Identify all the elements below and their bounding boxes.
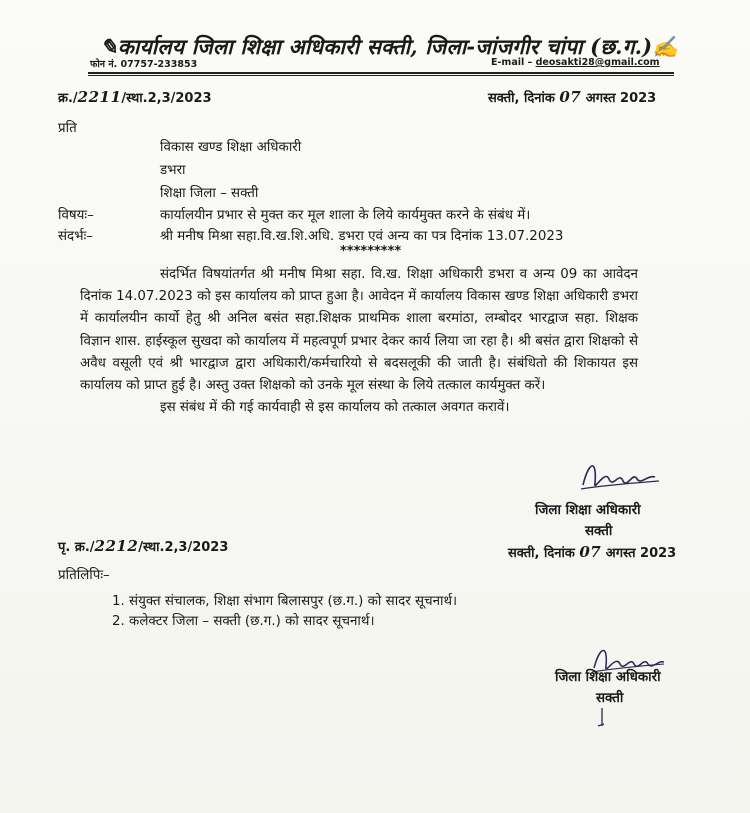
order-number-handwritten: 2211 bbox=[77, 88, 122, 106]
letterhead-title: ✎कार्यालय जिला शिक्षा अधिकारी सक्ती, जिला-जांजगीर चांपा (छ.ग.)✍ bbox=[100, 34, 679, 59]
signature-1-title: जिला शिक्षा अधिकारी bbox=[535, 503, 641, 518]
letterhead-email bbox=[491, 57, 660, 68]
copy-order-date-day: 07 bbox=[579, 543, 602, 561]
signature-2-flourish bbox=[592, 706, 612, 728]
subject-text: कार्यालयीन प्रभार से मुक्त कर मूल शाला के लिये कार्यमुक्त करने के संबंध में। bbox=[160, 208, 531, 223]
reference-label: संदर्भः– bbox=[58, 229, 93, 244]
email-label: E-mail – bbox=[491, 57, 533, 68]
copy-label: प्रतिलिपिः– bbox=[58, 568, 110, 583]
signature-1-scribble bbox=[575, 455, 665, 500]
copy-order-number: पृ. क्र./2212/स्था.2,3/2023 bbox=[58, 537, 229, 555]
header-divider-thin bbox=[88, 75, 674, 76]
body-paragraph-1: संदर्भित विषयांतर्गत श्री मनीष मिश्रा सहा. वि.ख. शिक्षा अधिकारी डभरा व अन्य 09 का आवेदन दिनांक 14.07.2023 को इस कार्यालय को प्राप्त हुआ है। आवेदन में कार्यालय विकास खण्ड शिक्षा अधिकारी डभरा में कार्यालयीन कार्यो हेतु श्री अनिल बसंत सहा.शिक्षक प्राथमिक शाला बरमांठा, लम्बोदर भारद्वाज सहा. शिक्षक विज्ञान शास. हाईस्कूल सुखदा को कार्यालय में महत्वपूर्ण प्रभार देकर कार्य लिया जा रहा है। श्री बसंत द्वारा शिक्षको से अवैध वसूली एवं श्री भारद्वाज द्वारा अधिकारी/कर्मचारियो से बदसलूकी की जाती है। संबंधितो की शिकायत इस कार्यालय को प्राप्त हुई है। अस्तु उक्त शिक्षको को उनके मूल संस्था के लिये तत्काल कार्यमुक्त करें। bbox=[80, 267, 638, 394]
addressee-line-3: शिक्षा जिला – सक्ती bbox=[160, 186, 259, 201]
copy-order-number-handwritten: 2212 bbox=[94, 537, 139, 555]
subject-label: विषयः– bbox=[58, 208, 94, 223]
reference-text: श्री मनीष मिश्रा सहा.वि.ख.शि.अधि. डभरा एवं अन्य का पत्र दिनांक 13.07.2023 bbox=[160, 229, 564, 244]
order-date: सक्ती, दिनांक 07 अगस्त 2023 bbox=[488, 88, 657, 106]
order-number: क्र./2211/स्था.2,3/2023 bbox=[58, 88, 212, 106]
letterhead-phone: फोन नं. 07757-233853 bbox=[90, 59, 198, 70]
email-address: deosakti28@gmail.com bbox=[535, 57, 660, 68]
letter-body bbox=[80, 264, 638, 419]
addressee-line-1: विकास खण्ड शिक्षा अधिकारी bbox=[160, 140, 302, 155]
signature-2-place: सक्ती bbox=[596, 691, 624, 706]
stars-separator: ********* bbox=[340, 244, 402, 259]
copy-order-date: सक्ती, दिनांक 07 अगस्त 2023 bbox=[508, 543, 677, 561]
header-divider bbox=[88, 72, 674, 74]
copy-item-1: 1. संयुक्त संचालक, शिक्षा संभाग बिलासपुर (छ.ग.) को सादर सूचनार्थ। bbox=[112, 594, 458, 609]
signature-2-title: जिला शिक्षा अधिकारी bbox=[555, 670, 661, 685]
addressee-prati: प्रति bbox=[58, 121, 77, 136]
body-paragraph-2: इस संबंध में की गई कार्यवाही से इस कार्यालय को तत्काल अवगत करावें। bbox=[160, 400, 510, 416]
pen-ornament-right-icon: ✍ bbox=[652, 34, 679, 59]
addressee-line-2: डभरा bbox=[160, 163, 186, 178]
copy-item-2: 2. कलेक्टर जिला – सक्ती (छ.ग.) को सादर सूचनार्थ। bbox=[112, 614, 375, 629]
pen-ornament-left-icon: ✎ bbox=[100, 34, 118, 59]
signature-1-place: सक्ती bbox=[585, 524, 613, 539]
order-date-day: 07 bbox=[559, 88, 582, 106]
